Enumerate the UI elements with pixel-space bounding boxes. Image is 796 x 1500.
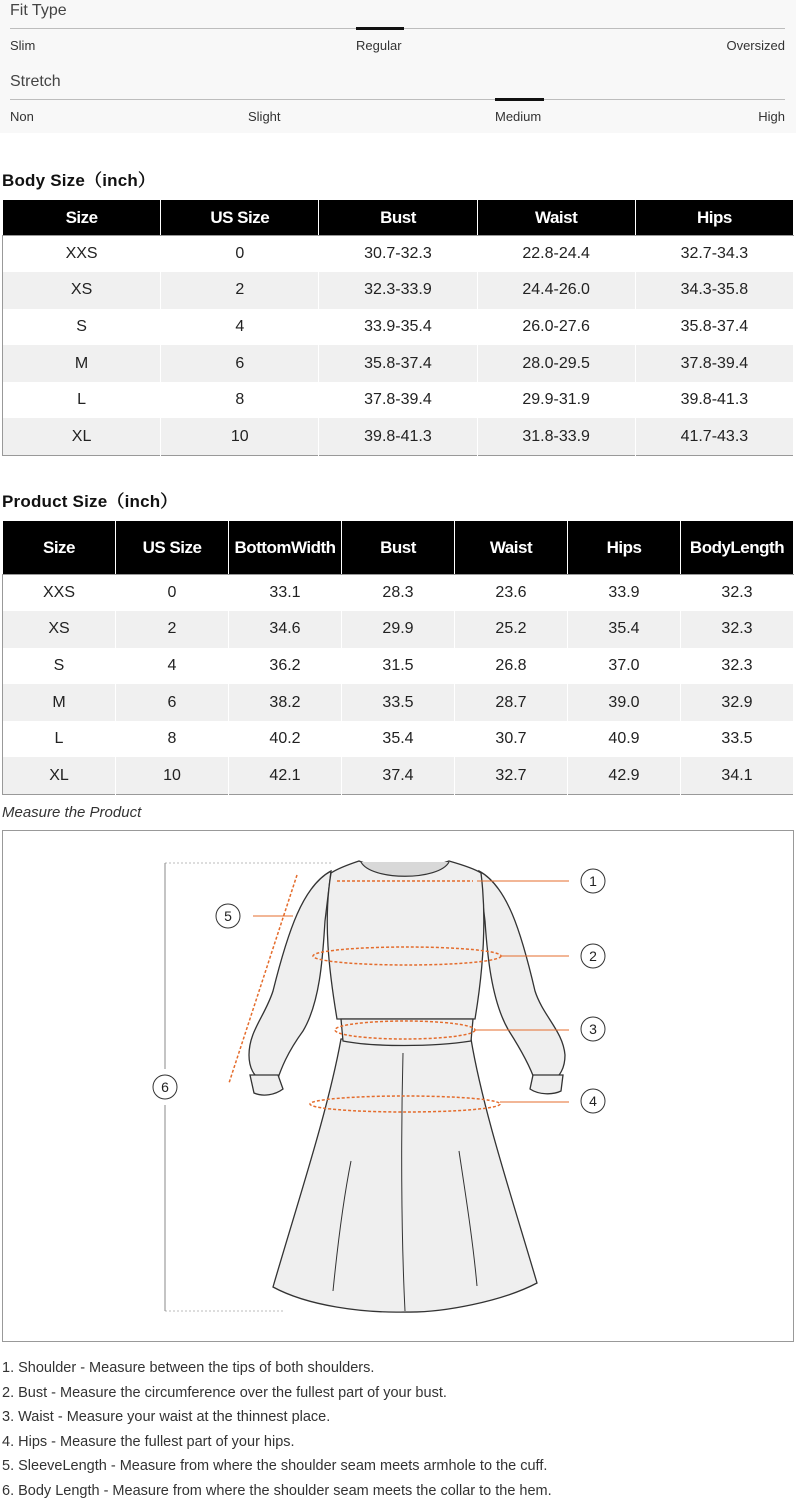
marker-3-label: 3 [589, 1021, 597, 1037]
column-header: BodyLength [681, 521, 794, 575]
instruction-waist: 3. Waist - Measure your waist at the thinnest place. [2, 1409, 331, 1426]
column-header: US Size [161, 200, 319, 236]
table-row [3, 648, 794, 685]
dress-bodice [327, 861, 484, 1019]
column-header: BottomWidth [229, 521, 342, 575]
table-row [3, 382, 794, 419]
column-header: Bust [342, 521, 455, 575]
fit-type-title: Fit Type [10, 2, 67, 19]
table-cell: 31.8-33.9 [477, 418, 635, 455]
table-cell: 33.9 [568, 575, 681, 612]
table-cell: 37.8-39.4 [635, 345, 793, 382]
marker-5-label: 5 [224, 908, 232, 924]
marker-2-label: 2 [589, 948, 597, 964]
fit-type-marker [356, 27, 404, 30]
table-cell: XS [3, 611, 116, 648]
marker-2 [581, 944, 605, 968]
table-cell: 32.7-34.3 [635, 236, 793, 273]
table-cell: L [3, 382, 161, 419]
table-cell: L [3, 721, 116, 758]
table-cell: 34.6 [229, 611, 342, 648]
fit-type-option-regular: Regular [356, 38, 402, 53]
table-cell: 35.8-37.4 [635, 309, 793, 346]
table-cell: S [3, 648, 116, 685]
stretch-option-non: Non [10, 109, 34, 124]
table-cell: 30.7 [455, 721, 568, 758]
table-cell: 39.8-41.3 [635, 382, 793, 419]
table-cell: 0 [116, 575, 229, 612]
column-header: Hips [568, 521, 681, 575]
table-cell: 34.1 [681, 757, 794, 794]
table-cell: 32.3-33.9 [319, 272, 477, 309]
table-cell: 38.2 [229, 684, 342, 721]
table-cell: 26.0-27.6 [477, 309, 635, 346]
stretch-option-slight: Slight [248, 109, 281, 124]
table-row [3, 721, 794, 758]
table-cell: 33.5 [681, 721, 794, 758]
table-cell: 32.3 [681, 611, 794, 648]
table-row [3, 684, 794, 721]
table-cell: 29.9 [342, 611, 455, 648]
column-header: Waist [477, 200, 635, 236]
body-size-title: Body Size（inch） [2, 171, 156, 190]
table-cell: 42.1 [229, 757, 342, 794]
product-size-title: Product Size（inch） [2, 492, 178, 511]
column-header: Bust [319, 200, 477, 236]
marker-6 [153, 1075, 177, 1099]
table-row [3, 418, 794, 455]
instruction-hips: 4. Hips - Measure the fullest part of your hips. [2, 1433, 295, 1450]
stretch-title: Stretch [10, 73, 61, 90]
table-cell: 26.8 [455, 648, 568, 685]
table-cell: XL [3, 418, 161, 455]
table-cell: 33.9-35.4 [319, 309, 477, 346]
instruction-shoulder: 1. Shoulder - Measure between the tips of both shoulders. [2, 1360, 375, 1376]
sleeve-right [479, 871, 565, 1081]
table-row [3, 345, 794, 382]
column-header: Size [3, 521, 116, 575]
table-cell: 36.2 [229, 648, 342, 685]
stretch-option-medium: Medium [495, 109, 542, 124]
table-cell: 6 [161, 345, 319, 382]
instruction-bust: 2. Bust - Measure the circumference over the fullest part of your bust. [2, 1384, 447, 1401]
table-cell: 4 [116, 648, 229, 685]
marker-3 [581, 1017, 605, 1041]
table-cell: 6 [116, 684, 229, 721]
table-cell: 30.7-32.3 [319, 236, 477, 273]
table-row [3, 757, 794, 794]
fit-stretch-panel [0, 0, 796, 133]
column-header: US Size [116, 521, 229, 575]
marker-1-label: 1 [589, 873, 597, 889]
measure-diagram [2, 830, 794, 1342]
table-cell: 37.8-39.4 [319, 382, 477, 419]
table-row [3, 309, 794, 346]
table-cell: 28.7 [455, 684, 568, 721]
table-cell: 32.3 [681, 648, 794, 685]
table-cell: 34.3-35.8 [635, 272, 793, 309]
table-cell: 42.9 [568, 757, 681, 794]
product-size-table [2, 520, 794, 795]
instruction-body-length: 6. Body Length - Measure from where the shoulder seam meets the collar to the hem. [2, 1482, 552, 1499]
table-cell: 2 [161, 272, 319, 309]
table-cell: 41.7-43.3 [635, 418, 793, 455]
table-cell: 0 [161, 236, 319, 273]
dress-illustration [3, 831, 793, 1341]
dress-skirt [273, 1039, 537, 1312]
table-cell: 23.6 [455, 575, 568, 612]
table-cell: 22.8-24.4 [477, 236, 635, 273]
marker-4-label: 4 [589, 1093, 597, 1109]
table-cell: 8 [116, 721, 229, 758]
table-cell: 2 [116, 611, 229, 648]
table-cell: 4 [161, 309, 319, 346]
table-cell: XL [3, 757, 116, 794]
table-cell: S [3, 309, 161, 346]
measure-title: Measure the Product [2, 804, 142, 821]
table-cell: 10 [116, 757, 229, 794]
table-cell: 35.8-37.4 [319, 345, 477, 382]
stretch-track [10, 99, 785, 100]
stretch-option-high: High [758, 109, 785, 124]
table-cell: M [3, 684, 116, 721]
table-cell: 37.4 [342, 757, 455, 794]
table-cell: M [3, 345, 161, 382]
table-cell: 40.9 [568, 721, 681, 758]
table-cell: XXS [3, 575, 116, 612]
marker-5 [216, 904, 240, 928]
marker-1 [581, 869, 605, 893]
table-cell: 25.2 [455, 611, 568, 648]
table-cell: 39.8-41.3 [319, 418, 477, 455]
table-cell: 35.4 [568, 611, 681, 648]
table-cell: 32.3 [681, 575, 794, 612]
table-cell: 8 [161, 382, 319, 419]
table-cell: 35.4 [342, 721, 455, 758]
table-cell: 33.1 [229, 575, 342, 612]
body-size-table [2, 199, 794, 456]
table-row [3, 272, 794, 309]
instruction-sleeve-length: 5. SleeveLength - Measure from where the shoulder seam meets armhole to the cuff. [2, 1458, 548, 1475]
table-cell: 10 [161, 418, 319, 455]
table-cell: 40.2 [229, 721, 342, 758]
table-cell: 37.0 [568, 648, 681, 685]
fit-type-option-oversized: Oversized [726, 38, 785, 53]
marker-6-label: 6 [161, 1079, 169, 1095]
table-cell: 28.0-29.5 [477, 345, 635, 382]
sleeve-left [249, 871, 331, 1081]
table-cell: 28.3 [342, 575, 455, 612]
column-header: Waist [455, 521, 568, 575]
table-cell: 32.9 [681, 684, 794, 721]
product-size-header-row [3, 521, 794, 575]
cuff-left [250, 1075, 283, 1095]
marker-4 [581, 1089, 605, 1113]
column-header: Size [3, 200, 161, 236]
fit-type-option-slim: Slim [10, 38, 36, 53]
measure-instructions [2, 1356, 794, 1500]
column-header: Hips [635, 200, 793, 236]
stretch-marker [495, 98, 544, 101]
table-cell: 33.5 [342, 684, 455, 721]
table-cell: 31.5 [342, 648, 455, 685]
table-cell: 29.9-31.9 [477, 382, 635, 419]
body-size-header-row [3, 200, 794, 236]
table-row [3, 575, 794, 612]
table-cell: XXS [3, 236, 161, 273]
cuff-right [530, 1075, 563, 1094]
table-row [3, 611, 794, 648]
table-cell: 24.4-26.0 [477, 272, 635, 309]
table-cell: 32.7 [455, 757, 568, 794]
table-cell: 39.0 [568, 684, 681, 721]
table-row [3, 236, 794, 273]
table-cell: XS [3, 272, 161, 309]
